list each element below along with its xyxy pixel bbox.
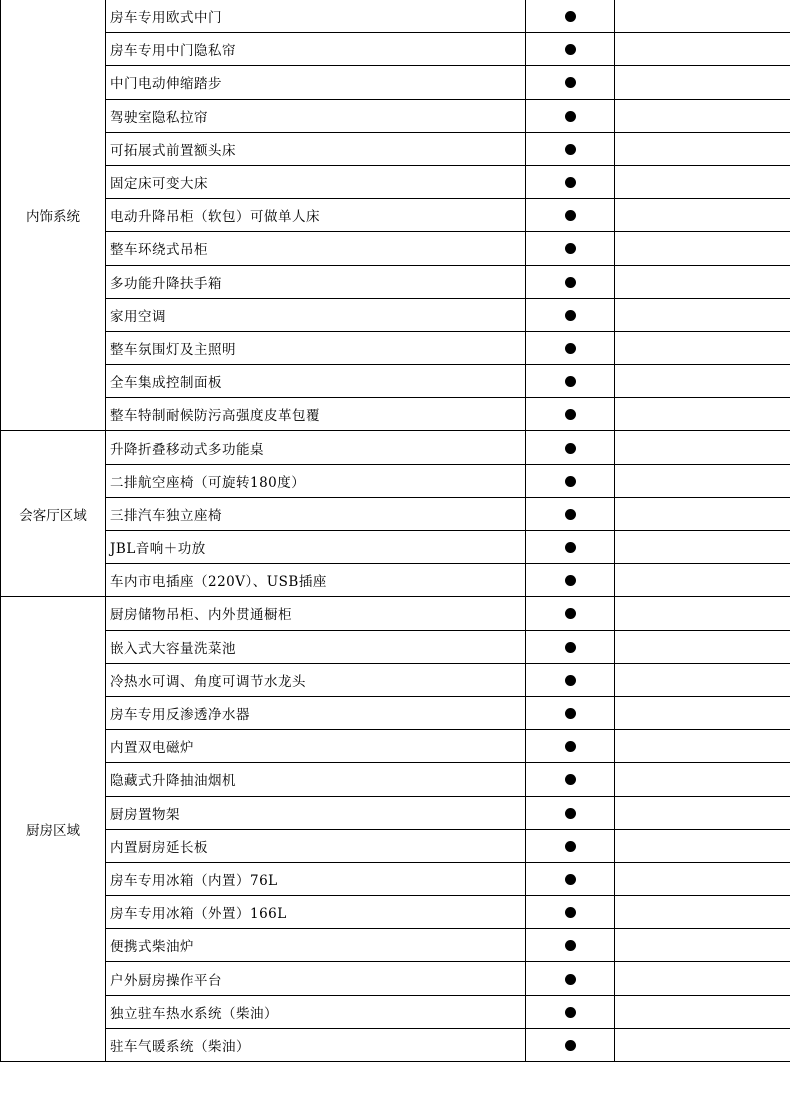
filled-circle-icon — [565, 509, 576, 520]
table-row — [1, 962, 790, 995]
filled-circle-icon — [565, 708, 576, 719]
feature-name-cell: 家用空调 — [106, 298, 526, 331]
table-row — [1, 431, 790, 464]
table-row — [1, 696, 790, 729]
table-row — [1, 232, 790, 265]
feature-name-cell: 房车专用中门隐私帘 — [106, 33, 526, 66]
empty-cell — [615, 497, 790, 530]
empty-cell — [615, 232, 790, 265]
standard-mark-cell — [526, 962, 615, 995]
feature-name-cell: 电动升降吊柜（软包）可做单人床 — [106, 199, 526, 232]
table-row — [1, 763, 790, 796]
empty-cell — [615, 132, 790, 165]
filled-circle-icon — [565, 1040, 576, 1051]
feature-name-cell: 厨房置物架 — [106, 796, 526, 829]
filled-circle-icon — [565, 210, 576, 221]
empty-cell — [615, 398, 790, 431]
filled-circle-icon — [565, 940, 576, 951]
empty-cell — [615, 531, 790, 564]
standard-mark-cell — [526, 165, 615, 198]
table-row — [1, 531, 790, 564]
table-row — [1, 896, 790, 929]
standard-mark-cell — [526, 365, 615, 398]
standard-mark-cell — [526, 862, 615, 895]
standard-mark-cell — [526, 896, 615, 929]
empty-cell — [615, 0, 790, 33]
table-row — [1, 0, 790, 33]
empty-cell — [615, 66, 790, 99]
table-row — [1, 862, 790, 895]
empty-cell — [615, 298, 790, 331]
feature-name-cell: 整车氛围灯及主照明 — [106, 331, 526, 364]
table-row — [1, 730, 790, 763]
table-row — [1, 1028, 790, 1061]
standard-mark-cell — [526, 431, 615, 464]
filled-circle-icon — [565, 409, 576, 420]
standard-mark-cell — [526, 663, 615, 696]
feature-name-cell: 多功能升降扶手箱 — [106, 265, 526, 298]
standard-mark-cell — [526, 33, 615, 66]
feature-name-cell: 车内市电插座（220V）、USB插座 — [106, 564, 526, 597]
standard-mark-cell — [526, 763, 615, 796]
filled-circle-icon — [565, 177, 576, 188]
feature-name-cell: 房车专用冰箱（内置）76L — [106, 862, 526, 895]
table-row — [1, 99, 790, 132]
table-row — [1, 331, 790, 364]
feature-name-cell: 升降折叠移动式多功能桌 — [106, 431, 526, 464]
empty-cell — [615, 896, 790, 929]
empty-cell — [615, 564, 790, 597]
feature-name-cell: 房车专用欧式中门 — [106, 0, 526, 33]
empty-cell — [615, 464, 790, 497]
table-row — [1, 464, 790, 497]
standard-mark-cell — [526, 132, 615, 165]
table-row — [1, 597, 790, 630]
empty-cell — [615, 630, 790, 663]
empty-cell — [615, 862, 790, 895]
table-row — [1, 165, 790, 198]
empty-cell — [615, 99, 790, 132]
filled-circle-icon — [565, 1007, 576, 1018]
filled-circle-icon — [565, 44, 576, 55]
feature-name-cell: 全车集成控制面板 — [106, 365, 526, 398]
feature-name-cell: 独立驻车热水系统（柴油） — [106, 995, 526, 1028]
filled-circle-icon — [565, 476, 576, 487]
filled-circle-icon — [565, 907, 576, 918]
empty-cell — [615, 962, 790, 995]
standard-mark-cell — [526, 630, 615, 663]
filled-circle-icon — [565, 874, 576, 885]
standard-mark-cell — [526, 331, 615, 364]
filled-circle-icon — [565, 642, 576, 653]
empty-cell — [615, 696, 790, 729]
category-cell: 会客厅区域 — [1, 431, 106, 597]
filled-circle-icon — [565, 841, 576, 852]
filled-circle-icon — [565, 575, 576, 586]
feature-name-cell: 房车专用冰箱（外置）166L — [106, 896, 526, 929]
filled-circle-icon — [565, 774, 576, 785]
category-cell: 内饰系统 — [1, 0, 106, 431]
filled-circle-icon — [565, 808, 576, 819]
filled-circle-icon — [565, 443, 576, 454]
filled-circle-icon — [565, 608, 576, 619]
feature-name-cell: 便携式柴油炉 — [106, 929, 526, 962]
empty-cell — [615, 929, 790, 962]
empty-cell — [615, 829, 790, 862]
table-row — [1, 265, 790, 298]
standard-mark-cell — [526, 564, 615, 597]
standard-mark-cell — [526, 497, 615, 530]
filled-circle-icon — [565, 343, 576, 354]
standard-mark-cell — [526, 597, 615, 630]
empty-cell — [615, 331, 790, 364]
category-cell: 厨房区域 — [1, 597, 106, 1062]
empty-cell — [615, 365, 790, 398]
filled-circle-icon — [565, 111, 576, 122]
filled-circle-icon — [565, 310, 576, 321]
standard-mark-cell — [526, 829, 615, 862]
table-row — [1, 66, 790, 99]
filled-circle-icon — [565, 542, 576, 553]
feature-name-cell: 厨房储物吊柜、内外贯通橱柜 — [106, 597, 526, 630]
empty-cell — [615, 1028, 790, 1061]
filled-circle-icon — [565, 11, 576, 22]
standard-mark-cell — [526, 730, 615, 763]
table-row — [1, 995, 790, 1028]
table-row — [1, 829, 790, 862]
table-row — [1, 199, 790, 232]
feature-name-cell: 中门电动伸缩踏步 — [106, 66, 526, 99]
feature-name-cell: 二排航空座椅（可旋转180度） — [106, 464, 526, 497]
table-row — [1, 796, 790, 829]
table-row — [1, 132, 790, 165]
standard-mark-cell — [526, 1028, 615, 1061]
table-row — [1, 663, 790, 696]
feature-name-cell: 内置厨房延长板 — [106, 829, 526, 862]
standard-mark-cell — [526, 531, 615, 564]
table-row — [1, 630, 790, 663]
feature-name-cell: 嵌入式大容量洗菜池 — [106, 630, 526, 663]
empty-cell — [615, 796, 790, 829]
feature-name-cell: 驾驶室隐私拉帘 — [106, 99, 526, 132]
standard-mark-cell — [526, 995, 615, 1028]
standard-mark-cell — [526, 398, 615, 431]
feature-name-cell: 驻车气暖系统（柴油） — [106, 1028, 526, 1061]
standard-mark-cell — [526, 66, 615, 99]
empty-cell — [615, 663, 790, 696]
filled-circle-icon — [565, 974, 576, 985]
standard-mark-cell — [526, 199, 615, 232]
feature-name-cell: 整车环绕式吊柜 — [106, 232, 526, 265]
table-row — [1, 564, 790, 597]
standard-mark-cell — [526, 464, 615, 497]
feature-name-cell: JBL音响＋功放 — [106, 531, 526, 564]
empty-cell — [615, 995, 790, 1028]
feature-name-cell: 固定床可变大床 — [106, 165, 526, 198]
standard-mark-cell — [526, 99, 615, 132]
standard-mark-cell — [526, 696, 615, 729]
filled-circle-icon — [565, 243, 576, 254]
feature-name-cell: 冷热水可调、角度可调节水龙头 — [106, 663, 526, 696]
empty-cell — [615, 597, 790, 630]
filled-circle-icon — [565, 277, 576, 288]
empty-cell — [615, 165, 790, 198]
empty-cell — [615, 730, 790, 763]
table-row — [1, 929, 790, 962]
table-row — [1, 497, 790, 530]
spec-table-body — [1, 0, 790, 1062]
filled-circle-icon — [565, 144, 576, 155]
filled-circle-icon — [565, 376, 576, 387]
table-row — [1, 298, 790, 331]
filled-circle-icon — [565, 675, 576, 686]
standard-mark-cell — [526, 265, 615, 298]
empty-cell — [615, 763, 790, 796]
feature-name-cell: 户外厨房操作平台 — [106, 962, 526, 995]
empty-cell — [615, 199, 790, 232]
empty-cell — [615, 265, 790, 298]
standard-mark-cell — [526, 0, 615, 33]
feature-name-cell: 整车特制耐候防污高强度皮革包覆 — [106, 398, 526, 431]
feature-name-cell: 隐藏式升降抽油烟机 — [106, 763, 526, 796]
table-row — [1, 33, 790, 66]
empty-cell — [615, 431, 790, 464]
standard-mark-cell — [526, 796, 615, 829]
feature-name-cell: 内置双电磁炉 — [106, 730, 526, 763]
feature-name-cell: 可拓展式前置额头床 — [106, 132, 526, 165]
empty-cell — [615, 33, 790, 66]
standard-mark-cell — [526, 298, 615, 331]
standard-mark-cell — [526, 929, 615, 962]
table-row — [1, 365, 790, 398]
filled-circle-icon — [565, 77, 576, 88]
filled-circle-icon — [565, 741, 576, 752]
feature-name-cell: 三排汽车独立座椅 — [106, 497, 526, 530]
standard-mark-cell — [526, 232, 615, 265]
table-row — [1, 398, 790, 431]
feature-name-cell: 房车专用反渗透净水器 — [106, 696, 526, 729]
